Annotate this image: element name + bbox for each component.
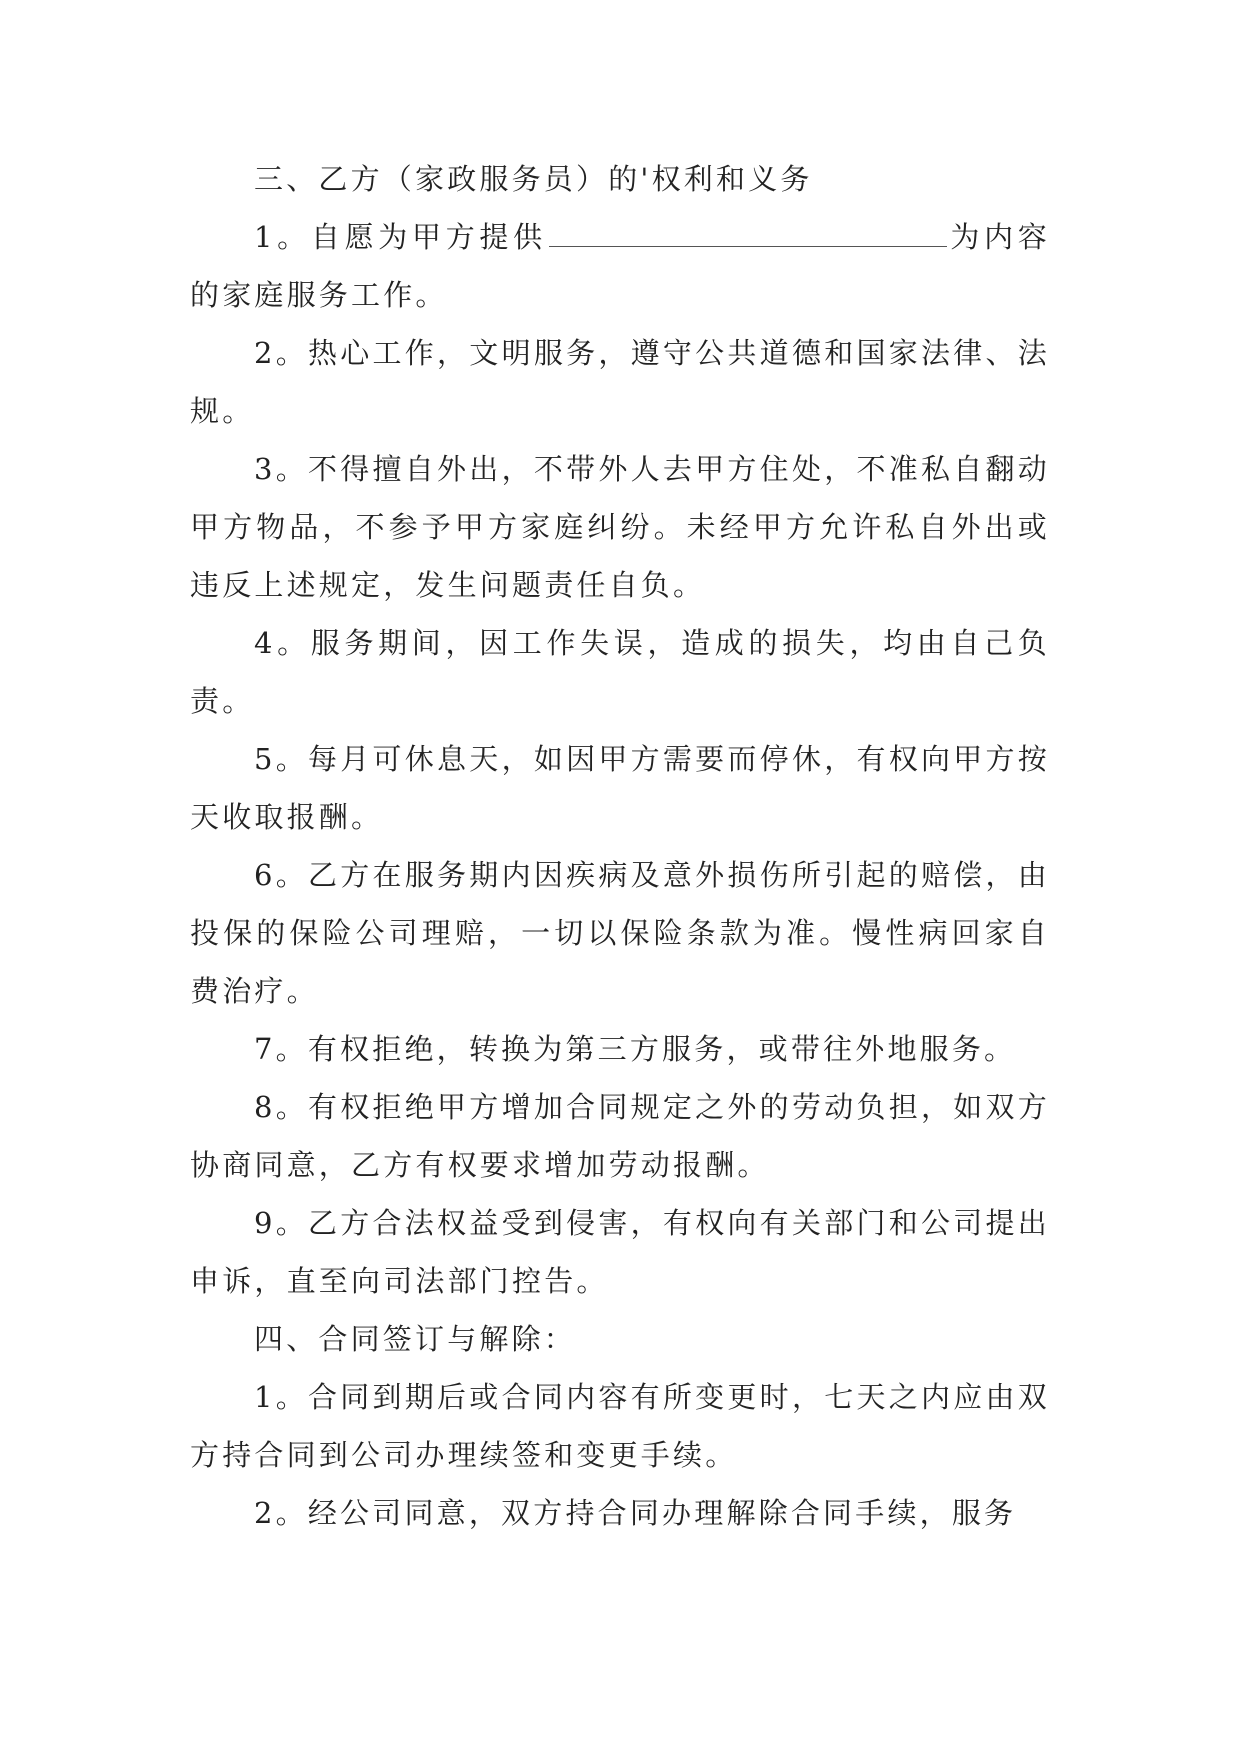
section3-item-5: 5。每月可休息天，如因甲方需要而停休，有权向甲方按天收取报酬。 — [190, 742, 1050, 834]
section3-item-6: 6。乙方在服务期内因疾病及意外损伤所引起的赔偿，由投保的保险公司理赔，一切以保险条款为准。慢性病回家自费治疗。 — [190, 858, 1050, 1008]
section4-item-2: 2。经公司同意，双方持合同办理解除合同手续，服务 — [254, 1496, 1017, 1530]
section3-item-3: 3。不得擅自外出，不带外人去甲方住处，不准私自翻动甲方物品，不参予甲方家庭纠纷。未经甲方允许私自外出或违反上述规定，发生问题责任自负。 — [190, 452, 1050, 602]
fill-in-blank[interactable] — [549, 222, 947, 247]
section3-item-4: 4。服务期间，因工作失误，造成的损失，均由自己负责。 — [190, 626, 1050, 718]
section3-item-1 — [190, 208, 1050, 324]
section3-item-9: 9。乙方合法权益受到侵害，有权向有关部门和公司提出申诉，直至向司法部门控告。 — [190, 1206, 1050, 1298]
section4-item-1: 1。合同到期后或合同内容有所变更时，七天之内应由双方持合同到公司办理续签和变更手续。 — [190, 1380, 1050, 1472]
section3-item-7: 7。有权拒绝，转换为第三方服务，或带往外地服务。 — [254, 1032, 1017, 1066]
item1-text-before: 1。自愿为甲方提供 — [254, 220, 547, 254]
section4-heading: 四、合同签订与解除： — [254, 1322, 577, 1356]
document-page — [190, 150, 1050, 1542]
section3-item-8: 8。有权拒绝甲方增加合同规定之外的劳动负担，如双方协商同意，乙方有权要求增加劳动报酬。 — [190, 1090, 1050, 1182]
item1-text-after: 为内容的家庭服务工作。 — [190, 220, 1050, 312]
section3-heading: 三、乙方（家政服务员）的'权利和义务 — [254, 162, 813, 196]
section3-item-2: 2。热心工作，文明服务，遵守公共道德和国家法律、法规。 — [190, 336, 1050, 428]
